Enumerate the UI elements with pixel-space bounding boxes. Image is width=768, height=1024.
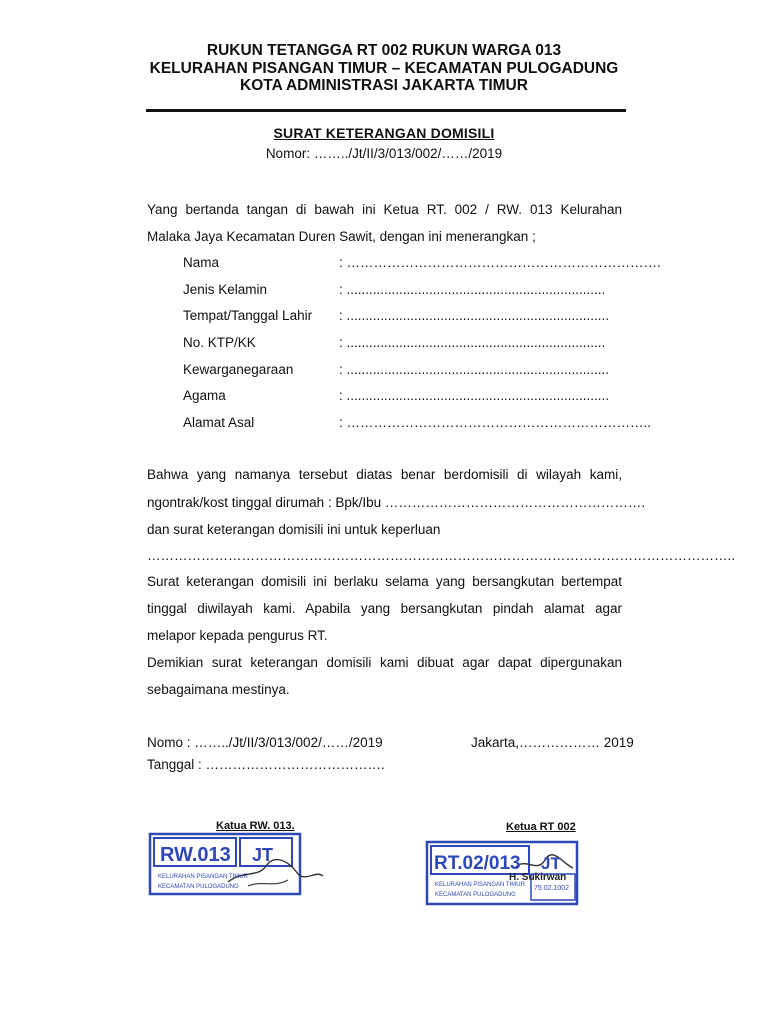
- rw-stamp-jt: JT: [252, 845, 274, 865]
- letterhead-line-1: RUKUN TETANGGA RT 002 RUKUN WARGA 013: [206, 42, 562, 59]
- field-value-agama: : ......................................................................: [339, 388, 610, 403]
- body-line-3: dan surat keterangan domisili ini untuk keperluan: [147, 522, 441, 537]
- rt-signer-name: H. Sukirwan: [509, 872, 567, 883]
- body-line-5: Surat keterangan domisili ini berlaku selama yang bersangkutan bertempat: [147, 574, 622, 589]
- footer-nomor: Nomo : ……../Jt/II/3/013/002/……/2019: [147, 735, 383, 750]
- intro-line-2: Malaka Jaya Kecamatan Duren Sawit, dengan ini menerangkan ;: [147, 229, 536, 244]
- rw-stamp-line-2: KECAMATAN PULOGADUNG: [158, 884, 239, 890]
- field-label-ttl: Tempat/Tanggal Lahir: [183, 308, 313, 323]
- field-value-jenis-kelamin: : .....................................................................: [339, 282, 606, 297]
- field-label-jenis-kelamin: Jenis Kelamin: [183, 282, 268, 297]
- body-line-7: melapor kepada pengurus RT.: [147, 628, 328, 643]
- rw-signature-title: Katua RW. 013.: [216, 820, 295, 832]
- field-label-ktp: No. KTP/KK: [183, 335, 256, 350]
- intro-line-1: Yang bertanda tangan di bawah ini Ketua RT. 002 / RW. 013 Kelurahan: [147, 202, 622, 217]
- rw-stamp-line-1: KELURAHAN PISANGAN TIMUR: [158, 874, 248, 880]
- rt-stamp-line-2: KECAMATAN PULOGADUNG: [435, 892, 516, 898]
- field-value-ttl: : ......................................................................: [339, 308, 610, 323]
- body-line-2: ngontrak/kost tinggal dirumah : Bpk/Ibu ………………………………………………….: [147, 495, 646, 510]
- letterhead: [0, 42, 768, 95]
- letter-title: SURAT KETERANGAN DOMISILI: [273, 125, 495, 141]
- letterhead-line-3: KOTA ADMINISTRASI JAKARTA TIMUR: [240, 77, 528, 94]
- letterhead-divider: [146, 109, 626, 112]
- rt-stamp: [425, 838, 595, 910]
- field-label-agama: Agama: [183, 388, 226, 403]
- footer-place-date: Jakarta,……………… 2019: [471, 735, 634, 750]
- body-line-4: …………………………………………………………………………………………………………………..: [147, 548, 736, 563]
- field-value-kewarganegaraan: : ......................................................................: [339, 362, 610, 377]
- body-line-6: tinggal diwilayah kami. Apabila yang bersangkutan pindah alamat agar: [147, 601, 622, 616]
- rt-stamp-code: RT.02/013: [434, 853, 521, 874]
- field-value-nama: : …………………………………………………………….: [339, 255, 661, 270]
- rt-signer-id: 75.02.1002: [534, 885, 570, 892]
- rt-stamp-line-1: KELURAHAN PISANGAN TIMUR: [435, 882, 525, 888]
- body-line-8: Demikian surat keterangan domisili kami dibuat agar dapat dipergunakan: [147, 655, 622, 670]
- rt-signature-title: Ketua RT 002: [506, 821, 576, 833]
- footer-tanggal: Tanggal : ………………………………….: [147, 757, 385, 772]
- letter-number: Nomor: ……../Jt/II/3/013/002/……/2019: [265, 146, 503, 161]
- field-value-ktp: : .....................................................................: [339, 335, 606, 350]
- rw-stamp: [148, 830, 328, 900]
- field-label-nama: Nama: [183, 255, 220, 270]
- field-label-alamat: Alamat Asal: [183, 415, 255, 430]
- body-line-9: sebagaimana mestinya.: [147, 682, 290, 697]
- field-value-alamat: : …………………………………………………………..: [339, 415, 652, 430]
- rw-stamp-code: RW.013: [160, 844, 231, 866]
- field-label-kewarganegaraan: Kewarganegaraan: [183, 362, 294, 377]
- rt-stamp-jt: JT: [541, 854, 561, 873]
- body-line-1: Bahwa yang namanya tersebut diatas benar berdomisili di wilayah kami,: [147, 467, 622, 482]
- letterhead-line-2: KELURAHAN PISANGAN TIMUR – KECAMATAN PULOGADUNG: [149, 59, 619, 77]
